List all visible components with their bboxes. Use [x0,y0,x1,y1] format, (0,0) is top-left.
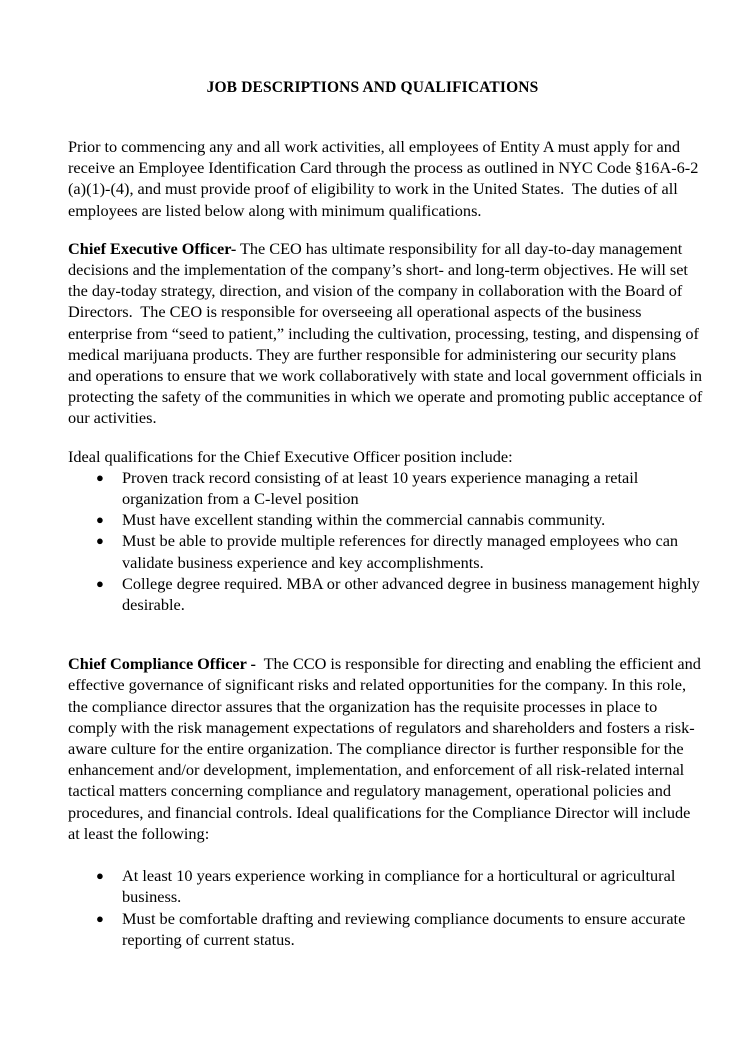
list-item [68,908,703,950]
section-spacer [68,615,703,636]
section-ceo-paragraph [68,238,707,429]
list-item-text: Must be able to provide multiple references for directly managed employees who can validate business experience and key accomplishments. [122,531,679,572]
section-ceo-description: The CEO has ultimate responsibility for all day-to-day management decisions and the implementation of the company’s short- and long-term objectives. He will set the day-today strategy, direction, and vision of the company in collaboration with the Board of Directors. The CEO is responsible for overseeing all operational aspects of the business enterprise from “seed to patient,” including the cultivation, processing, testing, and dispensing of medical marijuana products. They are further responsible for administering our security plans and operations to ensure that we work collaboratively with state and local government officials in protecting the safety of the communities in which we operate and promoting public acceptance of our activities. [68,238,707,428]
document-body [68,136,707,950]
list-item [68,865,703,907]
section-cco-description: The CCO is responsible for directing and enabling the efficient and effective governance of significant risks and related opportunities for the company. In this role, the compliance director assures that the organization has the requisite processes in place to comply with the risk management expectations of regulators and shareholders and fosters a risk-aware culture for the entire organization. The compliance director is further responsible for the enhancement and/or development, implementation, and enforcement of all risk-related internal tactical matters concerning compliance and regulatory management, operational policies and procedures, and financial controls. Ideal qualifications for the Compliance Director will include at least the following: [68,654,705,843]
section-cco-qualifications-list [68,865,703,950]
bullet-icon: ● [96,868,104,884]
bullet-icon: ● [96,910,104,926]
list-item [68,573,703,615]
section-ceo-qualifications-list [68,467,703,615]
section-cco-role-label: Chief Compliance Officer - [68,654,256,674]
list-item [68,509,703,530]
intro-paragraph: Prior to commencing any and all work activities, all employees of Entity A must apply for and receive an Employee Identification Card through the process as outlined in NYC Code §16A-6-2 (a)(1)-(4), and must provide proof of eligibility to work in the United States. The duties of all employees are listed below along with minimum qualifications. [68,137,703,220]
list-item-text: Must have excellent standing within the commercial cannabis community. [122,510,606,530]
list-item-text: Must be comfortable drafting and reviewing compliance documents to ensure accurate reporting of current status. [122,908,686,949]
list-item [68,530,703,572]
bullet-icon: ● [96,533,104,549]
bullet-icon: ● [96,575,104,591]
list-item [68,467,703,509]
list-item-text: College degree required. MBA or other advanced degree in business management highly desirable. [122,573,700,615]
section-cco-paragraph [68,653,703,844]
list-item-text: At least 10 years experience working in compliance for a horticultural or agricultural business. [122,866,676,907]
bullet-icon: ● [96,512,104,528]
list-spacer [68,844,703,865]
section-ceo-qualifications-intro: Ideal qualifications for the Chief Executive Officer position include: [68,446,513,466]
page-title: JOB DESCRIPTIONS AND QUALIFICATIONS [206,79,539,96]
section-ceo-role-label: Chief Executive Officer- [68,238,237,258]
bullet-icon: ● [96,469,104,485]
list-item-text: Proven track record consisting of at least 10 years experience managing a retail organization from a C-level position [122,467,639,509]
section-spacer [68,636,703,653]
